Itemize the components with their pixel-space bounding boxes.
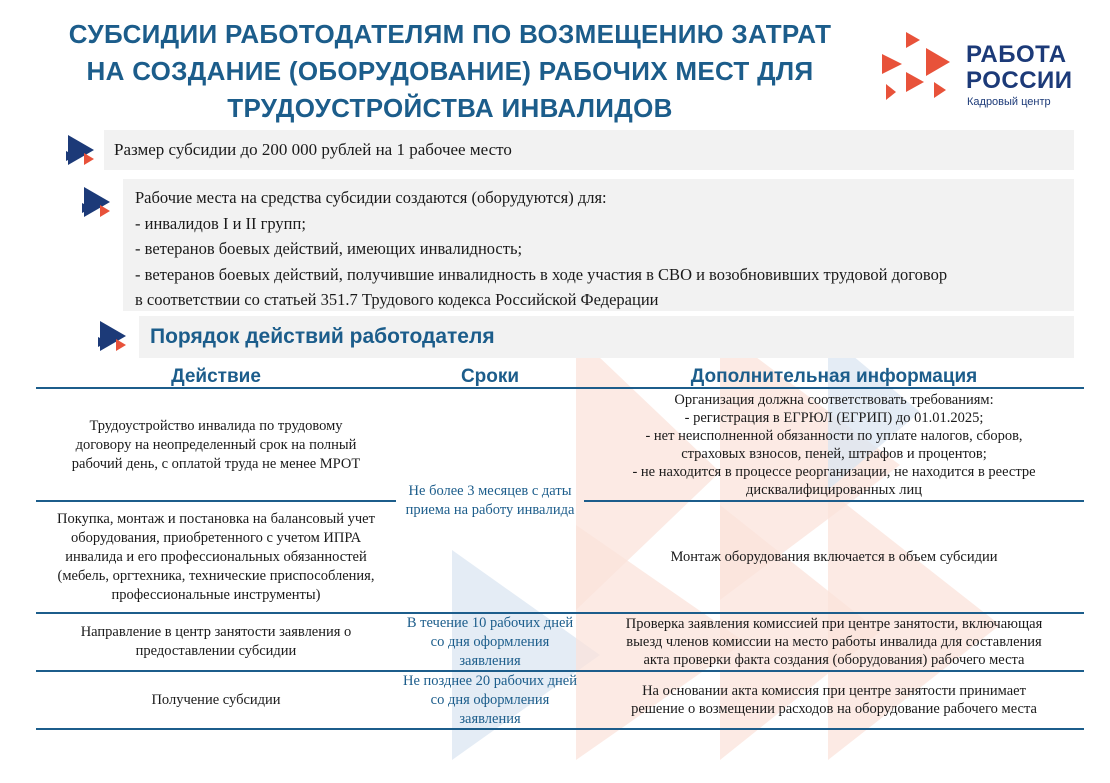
page-title bbox=[20, 16, 880, 127]
bullet-arrow-icon bbox=[64, 133, 98, 167]
table-row-3-action: Направление в центр занятости заявления о предоставлении субсидии bbox=[80, 624, 352, 659]
table-row-1-info: Организация должна соответствовать требованиям: - регистрация в ЕГРЮЛ (ЕГРИП) до 01.01.2025; - нет неисполненной обязанности по уплате налогов, сборов, страховых взносов, пеней, штрафов и процентов; - не находится в процессе реорганизации, не находится в реестре дисквалифицированных лиц bbox=[632, 392, 1036, 498]
eligibility-intro: Рабочие места на средства субсидии создаются (оборудуются) для: bbox=[135, 188, 607, 207]
table-divider bbox=[36, 387, 1084, 389]
title-line-3: ТРУДОУСТРОЙСТВА ИНВАЛИДОВ bbox=[227, 93, 673, 123]
table-row-4-term: Не позднее 20 рабочих дней со дня оформления заявления bbox=[403, 672, 577, 727]
logo-text-line-2: РОССИИ bbox=[966, 67, 1073, 94]
table-row-4-action: Получение субсидии bbox=[151, 691, 281, 708]
logo bbox=[876, 28, 1086, 112]
title-line-2: НА СОЗДАНИЕ (ОБОРУДОВАНИЕ) РАБОЧИХ МЕСТ ДЛЯ bbox=[86, 56, 814, 86]
subsidy-size-text: Размер субсидии до 200 000 рублей на 1 рабочее место bbox=[114, 140, 512, 159]
logo-subtitle: Кадровый центр bbox=[967, 96, 1051, 108]
logo-mark-icon bbox=[876, 28, 960, 112]
column-header-action: Действие bbox=[171, 366, 261, 387]
column-header-info: Дополнительная информация bbox=[690, 366, 978, 387]
table-row-3-info: Проверка заявления комиссией при центре занятости, включающая выезд членов комиссии на место работы инвалида для составления акта проверки факта создания (оборудования) рабочего места bbox=[625, 616, 1043, 668]
table-row-3-term: В течение 10 рабочих дней со дня оформления заявления bbox=[406, 614, 574, 669]
eligibility-item: в соответствии со статьей 351.7 Трудового кодекса Российской Федерации bbox=[135, 290, 659, 309]
bullet-arrow-icon bbox=[80, 185, 114, 219]
column-header-term: Сроки bbox=[460, 366, 520, 387]
table-row-4-info: На основании акта комиссия при центре занятости принимает решение о возмещении расходов на оборудование рабочего места bbox=[631, 683, 1037, 717]
eligibility-item: - ветеранов боевых действий, имеющих инвалидность; bbox=[135, 239, 523, 258]
subsidy-size-box bbox=[104, 130, 1074, 170]
eligibility-item: - инвалидов I и II групп; bbox=[135, 213, 306, 233]
table-row-2-action: Покупка, монтаж и постановка на балансовый учет оборудования, приобретенного с учетом ИПРА инвалида и его профессиональных обязанностей (мебель, оргтехника, технические приспособления, профессиональные инструменты) bbox=[57, 510, 375, 603]
table-row-2-info: Монтаж оборудования включается в объем субсидии bbox=[670, 548, 998, 565]
title-line-1: СУБСИДИИ РАБОТОДАТЕЛЯМ ПО ВОЗМЕЩЕНИЮ ЗАТРАТ bbox=[68, 19, 832, 49]
logo-text-line-1: РАБОТА bbox=[966, 41, 1067, 68]
table-row-1-action: Трудоустройство инвалида по трудовому договору на неопределенный срок на полный рабочий день, с оплатой труда не менее МРОТ bbox=[71, 417, 361, 472]
table-merged-term: Не более 3 месяцев с даты приема на работу инвалида bbox=[405, 483, 575, 518]
bullet-arrow-icon bbox=[96, 319, 130, 353]
eligibility-item: - ветеранов боевых действий, получившие инвалидность в ходе участия в СВО и возобновивших трудовой договор bbox=[135, 264, 948, 284]
procedure-heading: Порядок действий работодателя bbox=[150, 325, 495, 348]
procedure-heading-box bbox=[139, 316, 1074, 358]
eligibility-box bbox=[123, 179, 1074, 311]
